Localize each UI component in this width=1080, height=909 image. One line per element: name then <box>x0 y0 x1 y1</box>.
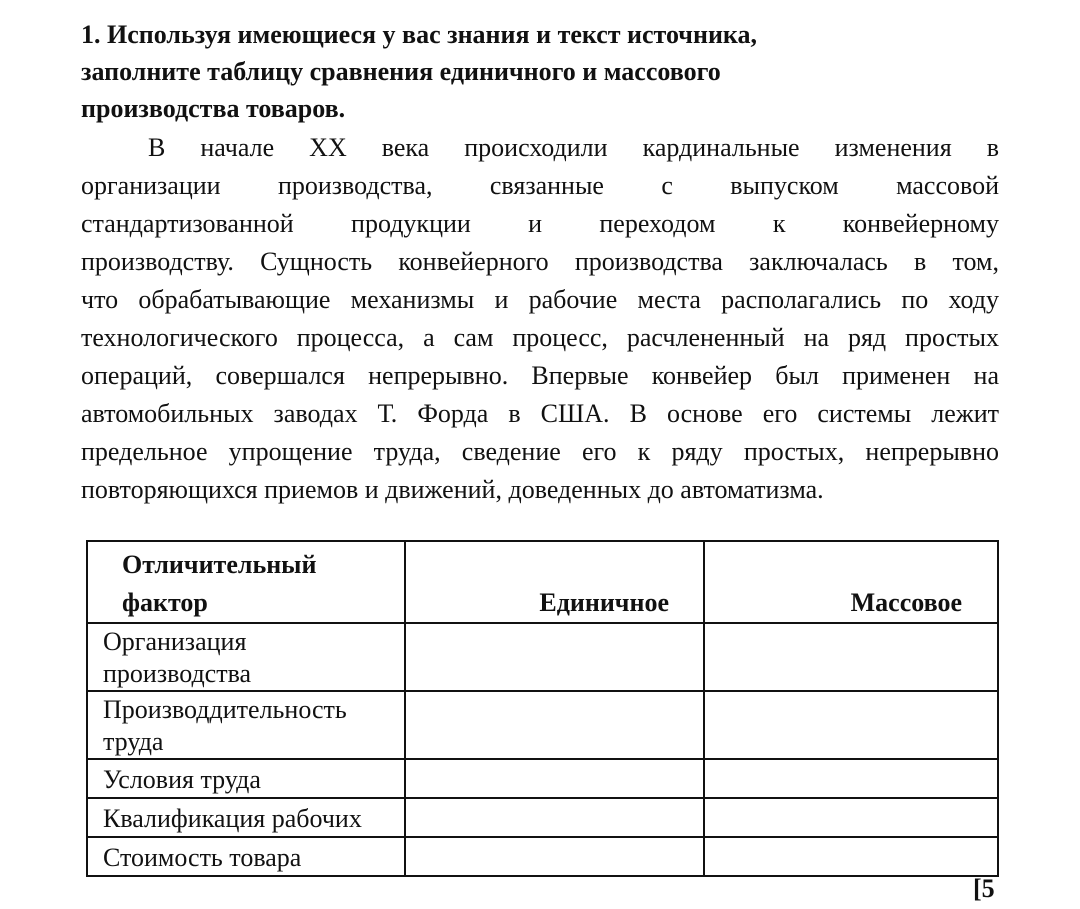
mass-answer-cell[interactable] <box>704 623 998 691</box>
page-marker: [5 <box>973 874 995 903</box>
row-label-cell <box>87 691 405 759</box>
source-text-line: повторяющихся приемов и движений, доведенных до автоматизма. <box>81 475 824 504</box>
table-row <box>87 759 998 798</box>
mass-answer-cell[interactable] <box>704 798 998 837</box>
source-text-line: предельное упрощение труда, сведение его к ряду простых, непрерывно <box>81 437 999 466</box>
task-heading <box>81 16 1011 127</box>
row-label-cell <box>87 837 405 876</box>
table-header-row <box>87 541 998 623</box>
header-factor-line: фактор <box>122 588 208 617</box>
single-answer-cell[interactable] <box>405 691 704 759</box>
source-text <box>81 129 999 509</box>
single-answer-cell[interactable] <box>405 623 704 691</box>
table-row <box>87 691 998 759</box>
row-label-cell <box>87 759 405 798</box>
header-factor-line: Отличительный <box>122 550 317 579</box>
source-text-line: стандартизованной продукции и переходом к конвейерному <box>81 209 999 238</box>
header-factor <box>87 541 405 623</box>
header-single: Единичное <box>405 541 704 623</box>
task-heading-line: заполните таблицу сравнения единичного и массового <box>81 57 721 86</box>
mass-answer-cell[interactable] <box>704 837 998 876</box>
table-row <box>87 798 998 837</box>
row-label: Квалификация рабочих <box>103 804 362 833</box>
comparison-table <box>86 540 999 877</box>
header-mass: Массовое <box>704 541 998 623</box>
row-label: Организация <box>103 627 247 656</box>
row-label: Условия труда <box>103 765 261 794</box>
row-label-cell <box>87 623 405 691</box>
task-heading-line: 1. Используя имеющиеся у вас знания и текст источника, <box>81 20 758 49</box>
single-answer-cell[interactable] <box>405 798 704 837</box>
mass-answer-cell[interactable] <box>704 691 998 759</box>
table-row <box>87 623 998 691</box>
row-label: Стоимость товара <box>103 843 302 872</box>
source-text-line: технологического процесса, а сам процесс, расчлененный на ряд простых <box>81 323 999 352</box>
source-text-line: организации производства, связанные с выпуском массовой <box>81 171 999 200</box>
row-label: труда <box>103 727 164 756</box>
source-text-line: что обрабатывающие механизмы и рабочие места располагались по ходу <box>81 285 999 314</box>
mass-answer-cell[interactable] <box>704 759 998 798</box>
task-heading-line: производства товаров. <box>81 94 346 123</box>
table-row <box>87 837 998 876</box>
single-answer-cell[interactable] <box>405 759 704 798</box>
source-text-line: В начале XX века происходили кардинальные изменения в <box>148 133 999 162</box>
source-text-line: производству. Сущность конвейерного производства заключалась в том, <box>81 247 999 276</box>
source-text-line: операций, совершался непрерывно. Впервые конвейер был применен на <box>81 361 999 390</box>
source-text-line: автомобильных заводах Т. Форда в США. В основе его системы лежит <box>81 399 999 428</box>
row-label: производства <box>103 659 252 688</box>
single-answer-cell[interactable] <box>405 837 704 876</box>
row-label-cell <box>87 798 405 837</box>
row-label: Производдительность <box>103 695 347 724</box>
